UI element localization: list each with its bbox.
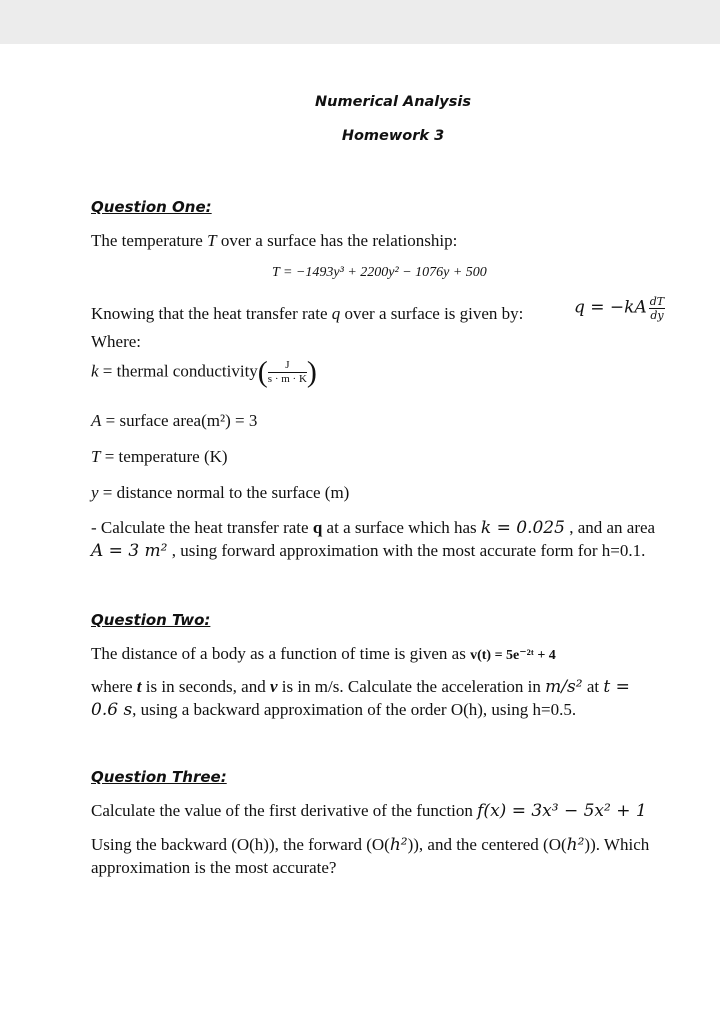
q3-line1 <box>91 801 647 821</box>
q3-line2-b: )), and the centered (O( <box>407 835 567 854</box>
q1-k-unit-num: J <box>268 360 307 373</box>
q1-task-q: q <box>312 518 323 537</box>
q1-task-d: , using forward approximation with the most accurate form for h=0.1. <box>167 541 646 560</box>
q2-line1-pre: The distance of a body as a function of time is given as <box>91 644 471 663</box>
q2-line2-unit: m/s² <box>545 677 583 697</box>
q1-heading: Question One: <box>91 198 212 216</box>
q1-y-var: y <box>91 483 99 502</box>
q1-a-var: A <box>91 411 102 430</box>
q1-temperature-equation <box>272 265 487 281</box>
q1-task-a: - Calculate the heat transfer rate <box>91 518 313 537</box>
q2-line2-a: where <box>91 677 137 696</box>
q1-formula-fraction <box>649 296 665 321</box>
q2-line1 <box>91 644 556 664</box>
q2-line3-val: 0.6 s <box>91 700 133 720</box>
q1-task-b: at a surface which has <box>322 518 481 537</box>
q1-formula-lhs: q = −kA <box>574 297 647 318</box>
q1-equation-text: T = −1493y³ + 2200y² − 1076y + 500 <box>272 265 487 280</box>
q1-a-def: = surface area <box>101 411 202 430</box>
q1-k-var: k <box>91 361 99 381</box>
q1-formula-den: dy <box>650 309 664 322</box>
viewer-top-bar <box>0 0 720 44</box>
q1-intro-pre: The temperature <box>91 231 208 250</box>
document-subtitle: Homework 3 <box>341 128 445 144</box>
q1-intro-post: over a surface has the relationship: <box>216 231 458 250</box>
q1-task-line2 <box>91 541 645 561</box>
q1-k-def: = thermal conductivity <box>98 361 258 381</box>
q1-knowing-line <box>91 304 523 324</box>
document-title: Numerical Analysis <box>315 94 471 110</box>
q1-k-unit <box>268 360 307 385</box>
q3-line1-pre: Calculate the value of the first derivative of the function <box>91 801 478 820</box>
q1-y-definition <box>91 483 349 503</box>
q1-formula-num: dT <box>649 295 665 308</box>
q1-t-definition <box>91 447 228 467</box>
q2-line2-d: at <box>582 677 604 696</box>
q1-a-unit: (m²) = 3 <box>201 411 258 430</box>
q1-t-def: = temperature (K) <box>100 447 228 466</box>
q3-line3: approximation is the most accurate? <box>91 858 337 877</box>
q1-k-unit-den: s · m · K <box>267 373 307 385</box>
q1-task-line1 <box>91 518 655 538</box>
q1-intro <box>91 231 457 251</box>
q1-heat-formula <box>574 296 665 321</box>
q1-y-def: = distance normal to the surface (m) <box>98 483 350 502</box>
q1-where: Where: <box>91 332 142 351</box>
q3-line2-h1: h² <box>389 835 408 855</box>
q3-line2 <box>91 835 649 855</box>
q3-line2-h2: h² <box>566 835 585 855</box>
q2-velocity-equation: v(t) = 5e⁻²ᵗ + 4 <box>470 648 556 663</box>
q1-knowing-post: over a surface is given by: <box>340 304 524 323</box>
q2-heading: Question Two: <box>91 611 211 629</box>
q3-function-equation: f(x) = 3x³ − 5x² + 1 <box>477 801 647 821</box>
q2-line3 <box>91 700 576 720</box>
q2-line2-t: t <box>136 677 142 696</box>
q2-line3-rest: , using a backward approximation of the order O(h), using h=0.5. <box>132 700 577 719</box>
q2-line2-v: v <box>269 677 278 696</box>
q2-line2-b: is in seconds, and <box>141 677 270 696</box>
q1-task-k: k = 0.025 <box>480 518 565 538</box>
q1-a-definition <box>91 411 257 431</box>
q2-line2 <box>91 677 630 697</box>
q1-knowing-pre: Knowing that the heat transfer rate <box>91 304 332 323</box>
q2-line2-c: is in m/s. Calculate the acceleration in <box>277 677 546 696</box>
q2-line2-teq: t = <box>603 677 630 697</box>
q1-t-var: T <box>91 447 101 466</box>
q1-task-c: , and an area <box>564 518 656 537</box>
q1-intro-var: T <box>207 231 217 250</box>
q1-k-definition: k = thermal conductivity( $\frac{J}{s \cdot m \cdot K}$ ) <box>91 355 317 389</box>
q1-task-area: A = 3 m² <box>91 541 168 561</box>
q1-knowing-var: q <box>331 304 341 323</box>
q3-heading: Question Three: <box>91 768 227 786</box>
q3-line2-a: Using the backward (O(h)), the forward (O( <box>91 835 390 854</box>
q3-line2-c: )). Which <box>584 835 650 854</box>
